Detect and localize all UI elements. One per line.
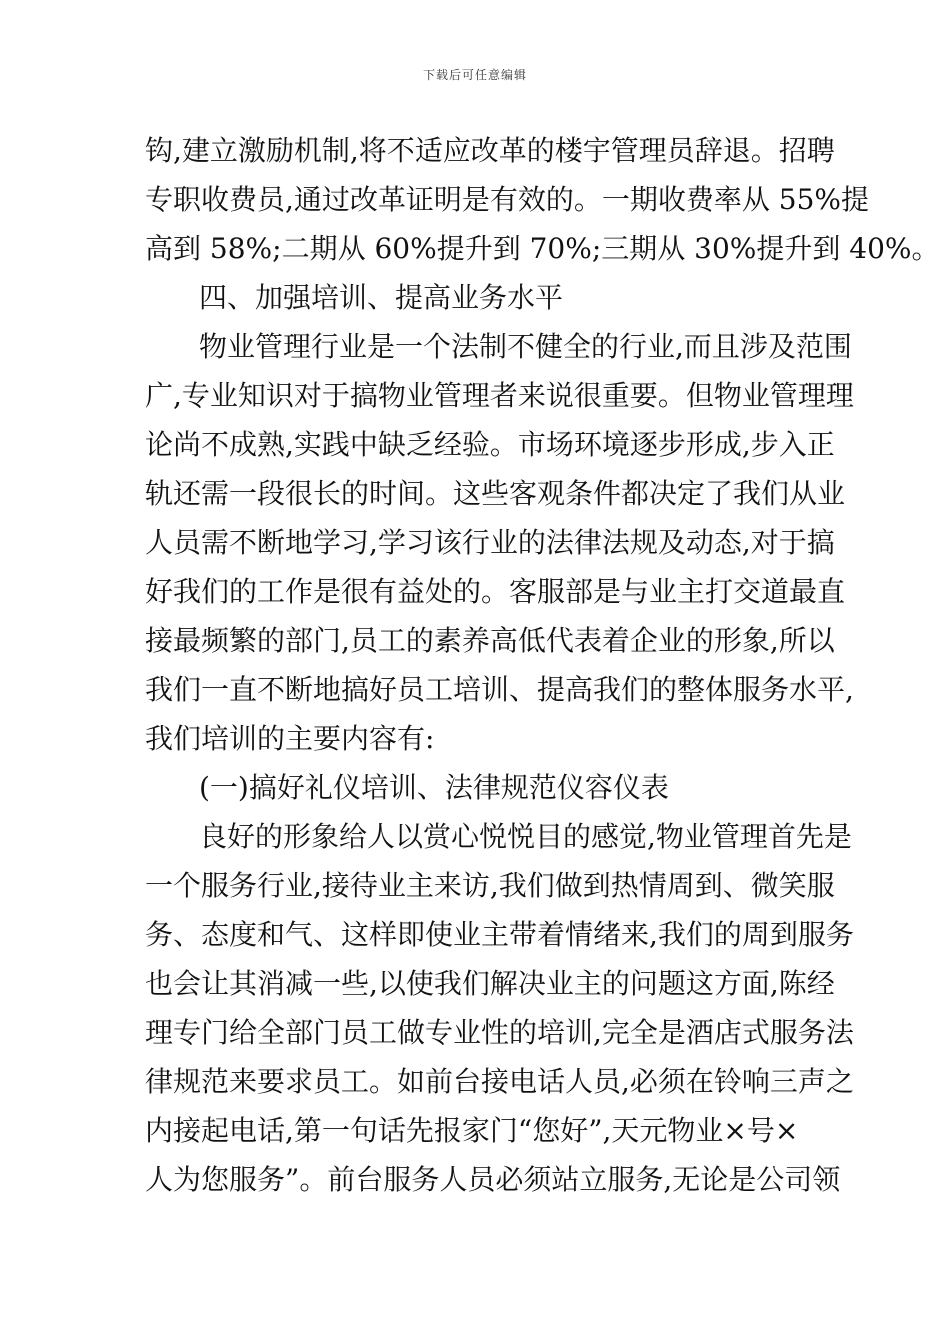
text-line-22: 人为您服务”。前台服务人员必须站立服务,无论是公司领: [145, 1163, 841, 1196]
paragraph-start: 物业管理行业是一个法制不健全的行业,而且涉及范围: [199, 330, 852, 363]
text-line-18: 也会让其消减一些,以使我们解决业主的问题这方面,陈经: [145, 967, 835, 1000]
text-line-17: 务、态度和气、这样即使业主带着情绪来,我们的周到服务: [145, 918, 854, 951]
text-line-13: 我们培训的主要内容有:: [145, 722, 435, 755]
text-line-2: 专职收费员,通过改革证明是有效的。一期收费率从 55%提: [145, 183, 870, 216]
text-line-16: 一个服务行业,接待业主来访,我们做到热情周到、微笑服: [145, 869, 835, 902]
text-line-9: 人员需不断地学习,学习该行业的法律法规及动态,对于搞: [145, 526, 835, 559]
text-line-12: 我们一直不断地搞好员工培训、提高我们的整体服务水平,: [145, 673, 854, 706]
paragraph-start-2: 良好的形象给人以赏心悦悦目的感觉,物业管理首先是: [199, 820, 852, 853]
text-line-7: 论尚不成熟,实践中缺乏经验。市场环境逐步形成,步入正: [145, 428, 835, 461]
text-line-3: 高到 58%;二期从 60%提升到 70%;三期从 30%提升到 40%。: [145, 232, 940, 265]
text-line-11: 接最频繁的部门,员工的素养高低代表着企业的形象,所以: [145, 624, 835, 657]
page-header-note: 下载后可任意编辑: [422, 68, 527, 82]
text-line-21: 内接起电话,第一句话先报家门“您好”,天元物业×号×: [145, 1114, 799, 1147]
text-line-6: 广,专业知识对于搞物业管理者来说很重要。但物业管理理: [145, 379, 854, 412]
subheading-1: (一)搞好礼仪培训、法律规范仪容仪表: [199, 771, 669, 804]
text-line-19: 理专门给全部门员工做专业性的培训,完全是酒店式服务法: [145, 1016, 854, 1049]
section-heading-4: 四、加强培训、提高业务水平: [199, 281, 564, 314]
text-line-10: 好我们的工作是很有益处的。客服部是与业主打交道最直: [145, 575, 846, 608]
text-line-20: 律规范来要求员工。如前台接电话人员,必须在铃响三声之: [145, 1065, 854, 1098]
text-line-8: 轨还需一段很长的时间。这些客观条件都决定了我们从业: [145, 477, 846, 510]
text-line-1: 钩,建立激励机制,将不适应改革的楼宇管理员辞退。招聘: [145, 134, 835, 167]
